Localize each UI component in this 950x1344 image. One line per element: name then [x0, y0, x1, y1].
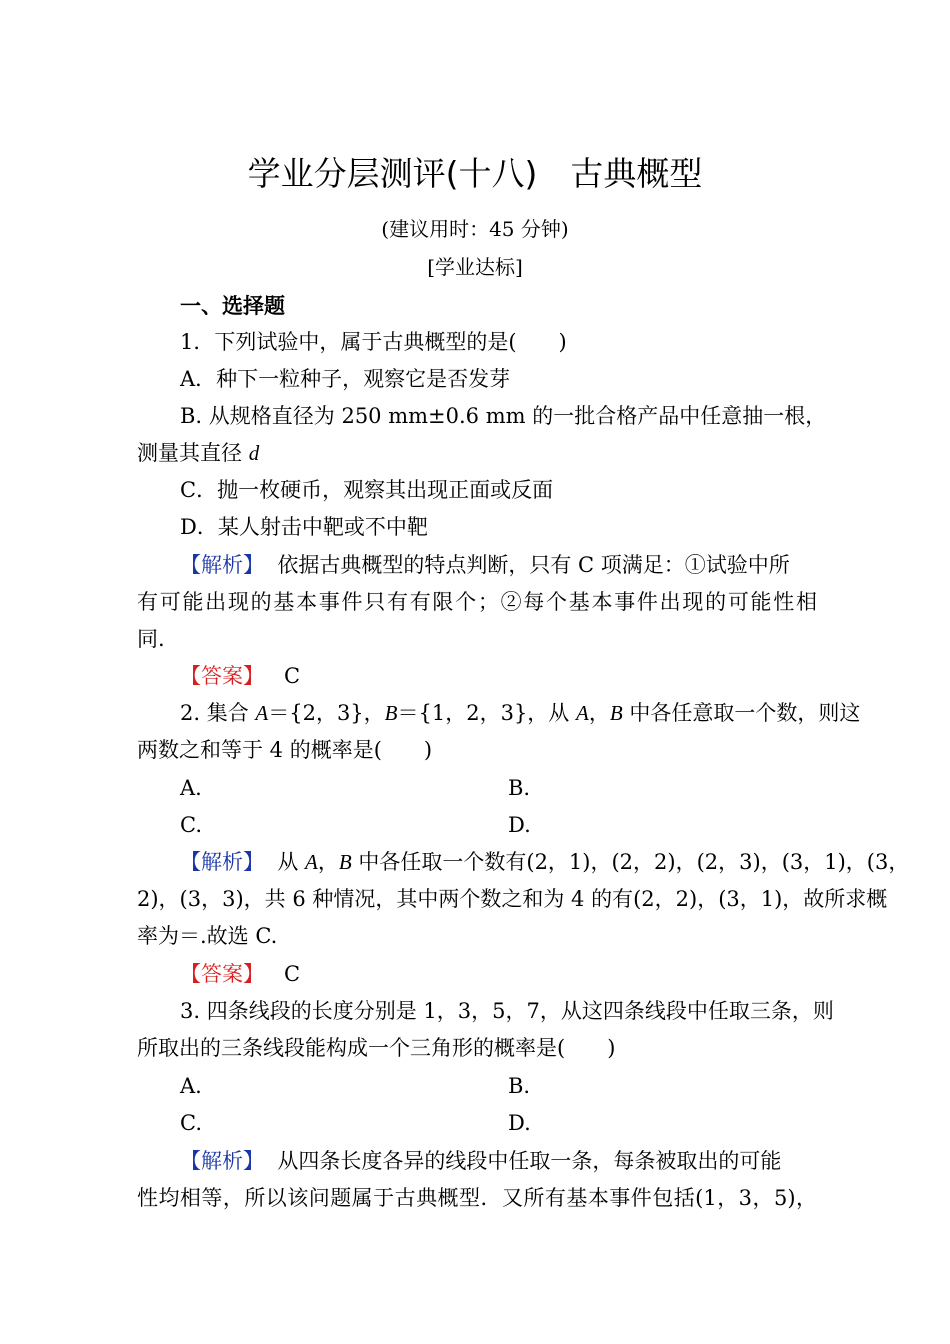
q3-stem-line2: 所取出的三条线段能构成一个三角形的概率是( ): [137, 1036, 616, 1060]
q2-option-c: C.: [180, 813, 202, 837]
q2-analysis: [180, 844, 910, 881]
part-heading: 一、选择题: [180, 294, 285, 318]
analysis-tag: 【解析】: [180, 1149, 264, 1173]
q2-set-a: ＝{2，3}，: [268, 701, 385, 725]
q2-option-a: A.: [180, 776, 202, 800]
q2-analysis-comma: ，: [317, 850, 339, 874]
q3-option-a: A.: [180, 1074, 202, 1098]
q1-answer-value: C: [284, 664, 301, 688]
q2-var-a2: A: [575, 701, 589, 725]
q2-stem-line2: 两数之和等于 4 的概率是( ): [137, 738, 433, 762]
q2-stem-prefix: 2. 集合: [180, 701, 256, 725]
q1-answer: [180, 658, 817, 695]
q2-analysis-line2: 2)，(3，3)，共 6 种情况，其中两个数之和为 4 的有(2，2)，(3，1)，故所求概: [137, 887, 888, 911]
answer-tag: 【答案】: [180, 664, 264, 688]
q1-option-b-cont: [137, 435, 817, 472]
q1-analysis-line2: 有可能出现的基本事件只有有限个；②每个基本事件出现的可能性相: [137, 590, 817, 614]
q3-option-b: B.: [508, 1074, 531, 1098]
q3-option-c: C.: [180, 1111, 202, 1135]
q2-stem: [180, 695, 861, 732]
q3-stem: 3. 四条线段的长度分别是 1，3，5，7，从这四条线段中任取三条，则: [180, 999, 834, 1023]
time-note: (建议用时：45 分钟): [381, 217, 569, 241]
q2-option-d: D.: [508, 813, 531, 837]
q2-analysis-var-b: B: [338, 850, 352, 874]
q2-stem-suffix: 中各任意取一个数，则这: [622, 701, 861, 725]
answer-tag: 【答案】: [180, 962, 264, 986]
section-heading: [学业达标]: [427, 255, 523, 279]
q1-option-a: A．种下一粒种子，观察它是否发芽: [180, 367, 511, 391]
q2-var-b: B: [384, 701, 398, 725]
q1-analysis-line3: 同.: [137, 627, 165, 651]
q1-option-c: C．抛一枚硬币，观察其出现正面或反面: [180, 478, 554, 502]
analysis-tag: 【解析】: [180, 850, 264, 874]
q1-option-b-text: 测量其直径: [137, 441, 249, 465]
q2-analysis-var-a: A: [305, 850, 318, 874]
q2-answer-value: C: [284, 962, 301, 986]
q3-analysis-text: 从四条长度各异的线段中任取一条，每条被取出的可能: [277, 1149, 782, 1173]
q3-analysis-line2: 性均相等，所以该问题属于古典概型．又所有基本事件包括(1，3，5)，: [137, 1186, 817, 1210]
q3-option-d: D.: [508, 1111, 531, 1135]
q1-stem: 1．下列试验中，属于古典概型的是( ): [180, 330, 567, 354]
q2-var-b2: B: [609, 701, 623, 725]
q2-analysis-prefix: 从: [277, 850, 306, 874]
q2-answer: [180, 956, 817, 993]
q1-analysis: [180, 547, 817, 584]
page-title: 学业分层测评(十八) 古典概型: [247, 154, 703, 193]
q1-analysis-text: 依据古典概型的特点判断，只有 C 项满足：①试验中所: [277, 553, 790, 577]
q2-analysis-text: 中各任取一个数有(2，1)，(2，2)，(2，3)，(3，1)，(3，: [351, 850, 910, 874]
q3-analysis: [180, 1143, 817, 1180]
q2-var-a: A: [255, 701, 269, 725]
q1-var-d: d: [248, 441, 260, 465]
q2-comma: ，: [588, 701, 610, 725]
q1-option-d: D．某人射击中靶或不中靶: [180, 515, 428, 539]
q2-set-b: ＝{1，2，3}，从: [397, 701, 576, 725]
q2-option-b: B.: [508, 776, 531, 800]
analysis-tag: 【解析】: [180, 553, 264, 577]
q1-option-b: B. 从规格直径为 250 mm±0.6 mm 的一批合格产品中任意抽一根，: [180, 404, 827, 428]
q2-analysis-line3: 率为＝.故选 C.: [137, 924, 278, 948]
